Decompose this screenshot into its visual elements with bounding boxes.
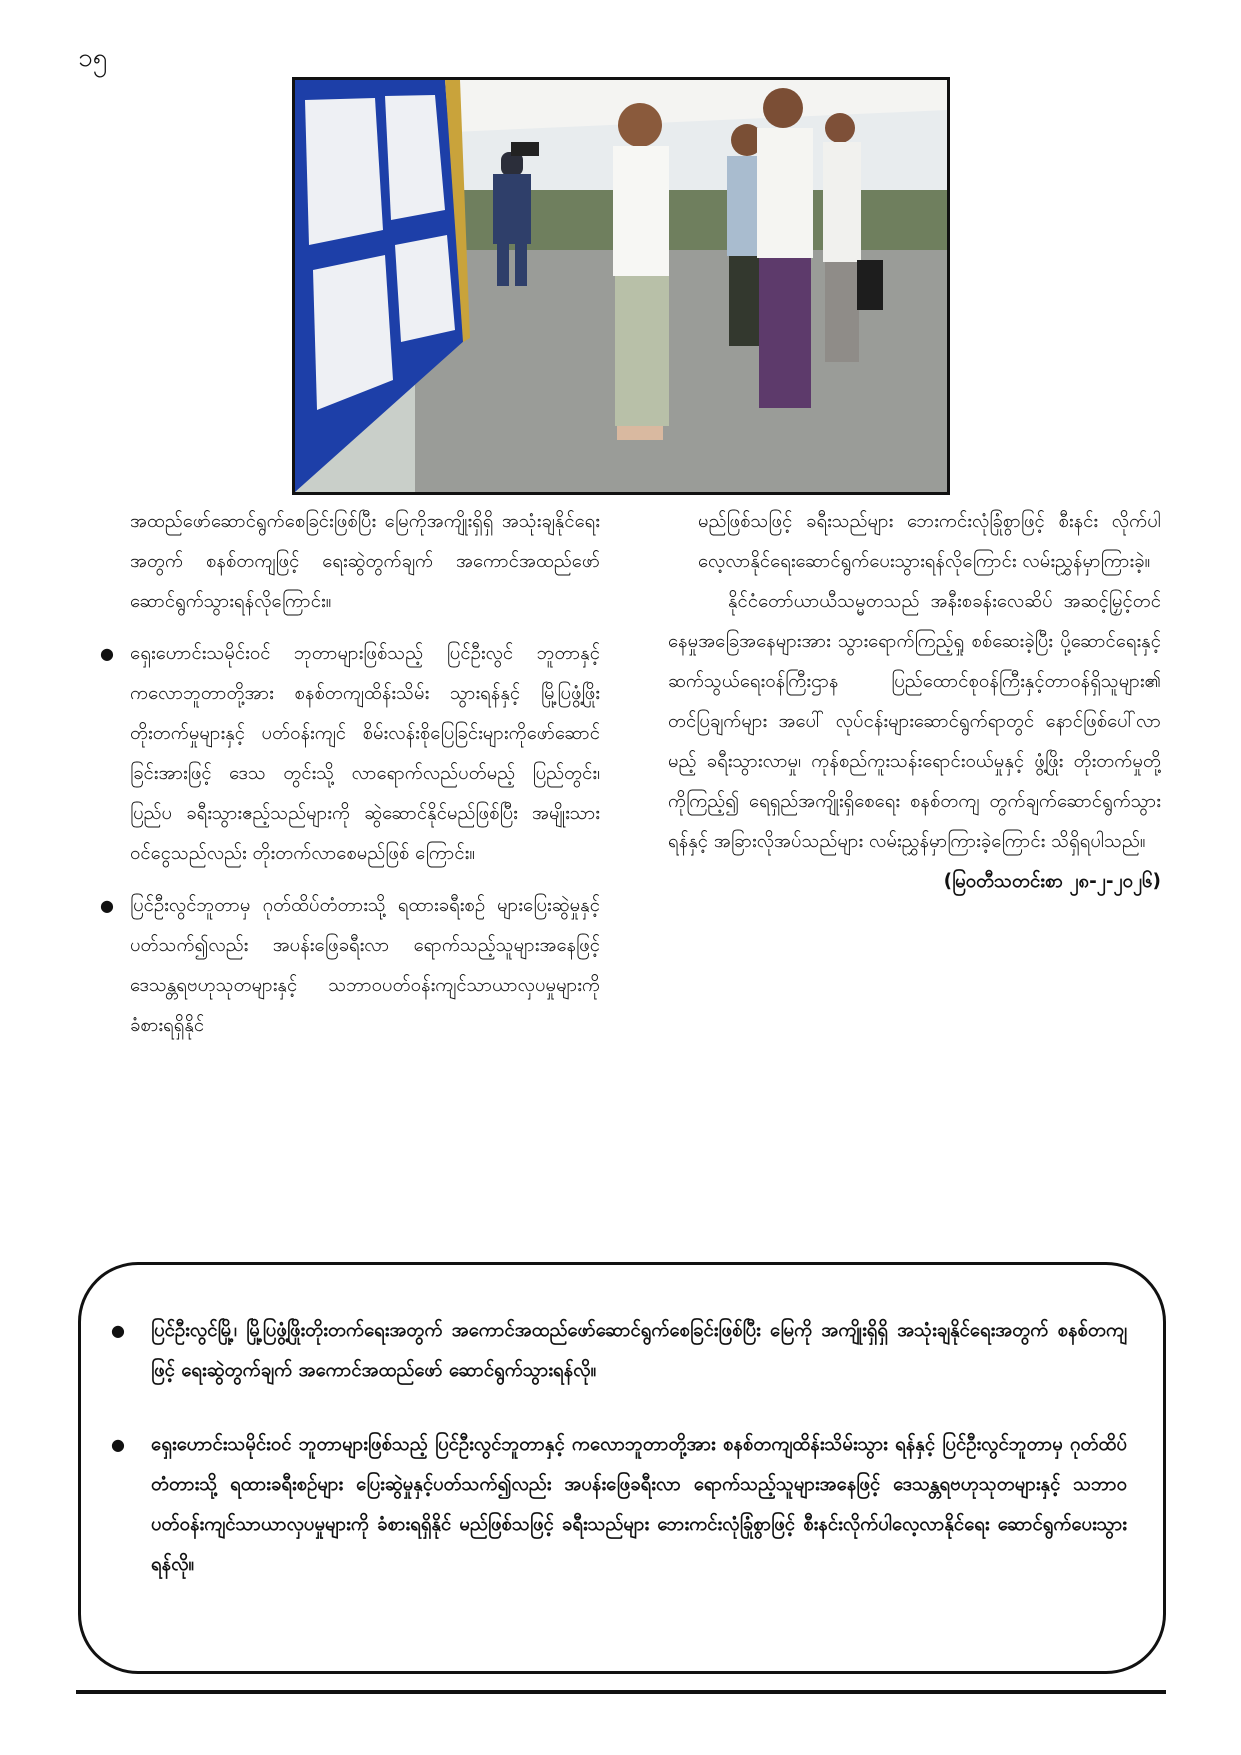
- summary-box: [78, 1262, 1166, 1674]
- list-item: [111, 1311, 1127, 1391]
- right-column: [668, 502, 1161, 902]
- bullet-icon: ●: [100, 896, 114, 915]
- news-source: (မြဝတီသတင်းစာ ၂၈-၂-၂၀၂၆): [943, 871, 1161, 892]
- bottom-rule: [76, 1690, 1166, 1694]
- left-lead-paragraph: အထည်ဖော်ဆောင်ရွက်စေခြင်းဖြစ်ပြီး မြေကိုအကျိုးရှိရှိ အသုံးချနိုင်ရေးအတွက် စနစ်တကျဖြင့် ရေးဆွဲတွက်ချက် အကောင်အထည်ဖော် ဆောင်ရွက်သွားရန်လိုကြောင်း။: [130, 511, 600, 612]
- list-item: [100, 634, 600, 874]
- bullet-icon: ●: [100, 644, 114, 663]
- bullet-text: ရှေးဟောင်းသမိုင်းဝင် ဘုတာများဖြစ်သည့် ပြင်ဦးလွင် ဘူတာနှင့် ကလောဘူတာတို့အား စနစ်တကျထိန်းသိမ်း သွားရန်နှင့် မြို့ပြဖွံ့ဖြိုးတိုးတက်မှုများနှင့် ပတ်ဝန်းကျင် စိမ်းလန်းစိုပြေခြင်းများကိုဖော်ဆောင်ခြင်းအားဖြင့် ဒေသ တွင်းသို့ လာရောက်လည်ပတ်မည့် ပြည်တွင်း၊ ပြည်ပ ခရီးသွားဧည့်သည်များကို ဆွဲဆောင်နိုင်မည်ဖြစ်ပြီး အမျိုးသားဝင်ငွေသည်လည်း တိုးတက်လာစေမည်ဖြစ် ကြောင်း။: [130, 643, 600, 864]
- left-column: [100, 502, 600, 1046]
- summary-text: ပြင်ဦးလွင်မြို့၊ မြို့ပြဖွံ့ဖြိုးတိုးတက်ရေးအတွက် အကောင်အထည်ဖော်ဆောင်ရွက်စေခြင်းဖြစ်ပြီး မြေကို အကျိုးရှိရှိ အသုံးချနိုင်ရေးအတွက် စနစ်တကျဖြင့် ရေးဆွဲတွက်ချက် အကောင်အထည်ဖော် ဆောင်ရွက်သွားရန်လို။: [151, 1320, 1127, 1381]
- list-item: [100, 886, 600, 1046]
- left-bullet-list: [100, 634, 600, 1046]
- right-main-paragraph: နိုင်ငံတော်ယာယီသမ္မတသည် အနီးစခန်းလေဆိပ် အဆင့်မြှင့်တင်နေမှုအခြေအနေများအား သွားရောက်ကြည့်ရှု စစ်ဆေးခဲ့ပြီး ပို့ဆောင်ရေးနှင့် ဆက်သွယ်ရေးဝန်ကြီးဌာန ပြည်ထောင်စုဝန်ကြီးနှင့်တာဝန်ရှိသူများ၏ တင်ပြချက်များ အပေါ် လုပ်ငန်းများဆောင်ရွက်ရာတွင် နောင်ဖြစ်ပေါ်လာ မည့် ခရီးသွားလာမှု၊ ကုန်စည်ကူးသန်းရောင်းဝယ်မှုနှင့် ဖွံ့ဖြိုး တိုးတက်မှုတို့ကိုကြည့်၍ ရေရှည်အကျိုးရှိစေရေး စနစ်တကျ တွက်ချက်ဆောင်ရွက်သွားရန်နှင့် အခြားလိုအပ်သည်များ လမ်းညွှန်မှာကြားခဲ့ကြောင်း သိရှိရပါသည်။: [668, 591, 1161, 852]
- bullet-icon: ●: [111, 1321, 125, 1340]
- summary-list: [111, 1311, 1127, 1585]
- news-photo: [292, 77, 950, 495]
- bullet-icon: ●: [111, 1435, 125, 1454]
- summary-text: ရှေးဟောင်းသမိုင်းဝင် ဘူတာများဖြစ်သည့် ပြင်ဦးလွင်ဘူတာနှင့် ကလောဘူတာတို့အား စနစ်တကျထိန်းသိမ်းသွား ရန်နှင့် ပြင်ဦးလွင်ဘူတာမှ ဂုတ်ထိပ်တံတားသို့ ရထားခရီးစဉ်များ ပြေးဆွဲမှုနှင့်ပတ်သက်၍လည်း အပန်းဖြေခရီးလာ ရောက်သည့်သူများအနေဖြင့် ဒေသန္တရဗဟုသုတများနှင့် သဘာဝပတ်ဝန်းကျင်သာယာလှပမှုများကို ခံစားရရှိနိုင် မည်ဖြစ်သဖြင့် ခရီးသည်များ ဘေးကင်းလုံခြုံစွာဖြင့် စီးနင်းလိုက်ပါလေ့လာနိုင်ရေး ဆောင်ရွက်ပေးသွားရန်လို။: [151, 1434, 1127, 1575]
- page-number: ၁၅: [78, 43, 108, 73]
- photo-illustration: [295, 80, 947, 492]
- right-continuation-paragraph: မည်ဖြစ်သဖြင့် ခရီးသည်များ ဘေးကင်းလုံခြုံစွာဖြင့် စီးနင်း လိုက်ပါလေ့လာနိုင်ရေးဆောင်ရွက်ပေးသွားရန်လိုကြောင်း လမ်းညွှန်မှာကြားခဲ့။: [698, 511, 1161, 572]
- list-item: [111, 1425, 1127, 1585]
- bullet-text: ပြင်ဦးလွင်ဘူတာမှ ဂုတ်ထိပ်တံတားသို့ ရထားခရီးစဉ် များပြေးဆွဲမှုနှင့်ပတ်သက်၍လည်း အပန်းဖြေခရီးလာ ရောက်သည့်သူများအနေဖြင့် ဒေသန္တရဗဟုသုတများနှင့် သဘာဝပတ်ဝန်းကျင်သာယာလှပမှုများကို ခံစားရရှိနိုင်: [130, 895, 600, 1036]
